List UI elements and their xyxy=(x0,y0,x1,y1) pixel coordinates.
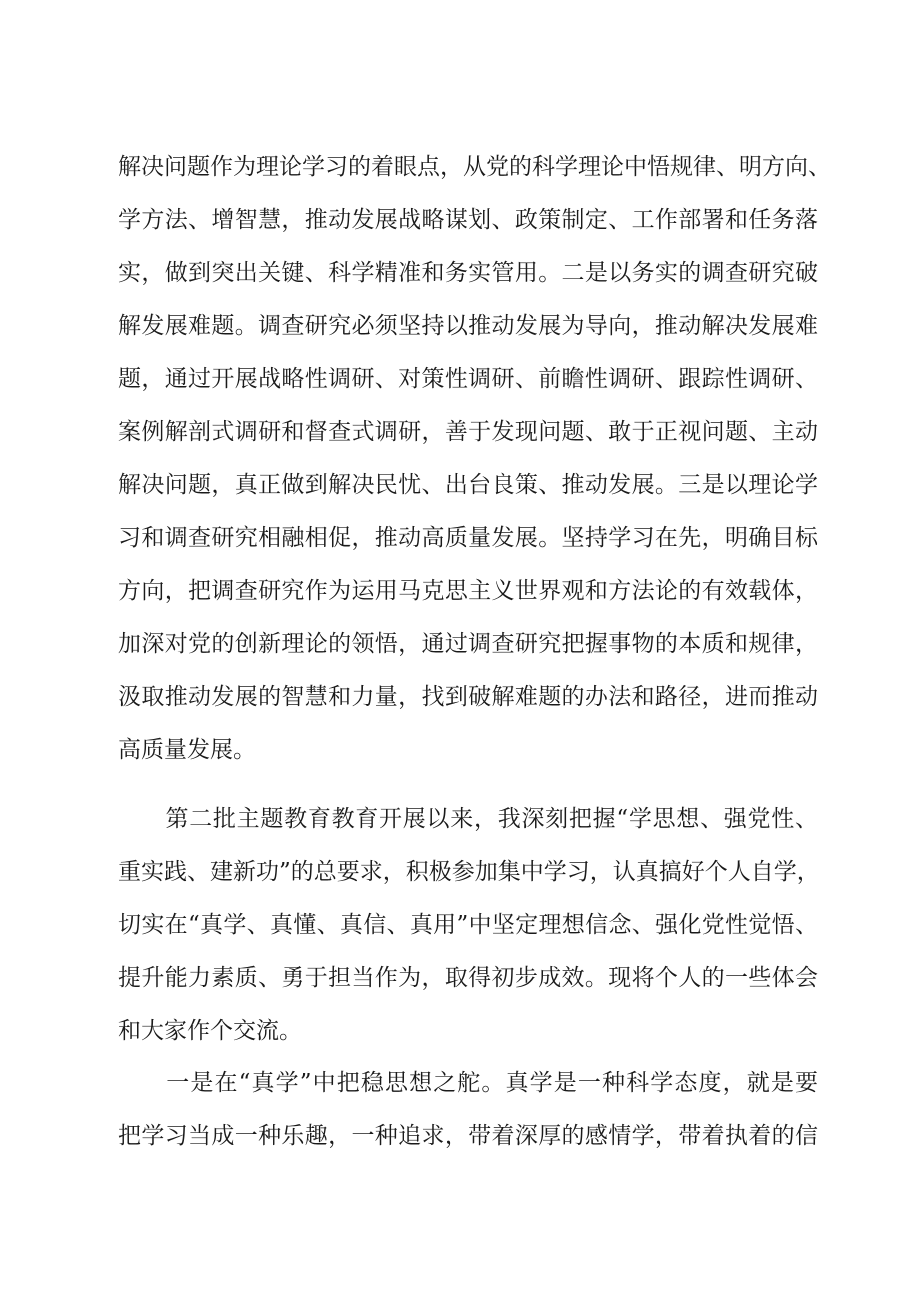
text-line: 方向，把调查研究作为运用马克思主义世界观和方法论的有效载体， xyxy=(118,578,818,604)
text-line: 解决问题作为理论学习的着眼点，从党的科学理论中悟规律、明方向、 xyxy=(118,154,831,180)
text-line: 学方法、增智慧，推动发展战略谋划、政策制定、工作部署和任务落 xyxy=(118,207,818,233)
text-line: 把学习当成一种乐趣，一种追求，带着深厚的感情学，带着执着的信 xyxy=(118,1123,818,1149)
text-line: 一是在“真学”中把稳思想之舵。真学是一种科学态度，就是要 xyxy=(118,1070,818,1096)
text-line: 和大家作个交流。 xyxy=(118,1018,302,1044)
text-line: 提升能力素质、勇于担当作为，取得初步成效。现将个人的一些体会 xyxy=(118,965,818,991)
text-line: 案例解剖式调研和督查式调研，善于发现问题、敢于正视问题、主动 xyxy=(118,419,818,445)
text-line: 解决问题，真正做到解决民忧、出台良策、推动发展。三是以理论学 xyxy=(118,472,818,498)
text-line: 第二批主题教育教育开展以来，我深刻把握“学思想、强党性、 xyxy=(118,806,818,832)
paragraph-education-overview xyxy=(118,793,818,1058)
text-line: 题，通过开展战略性调研、对策性调研、前瞻性调研、跟踪性调研、 xyxy=(118,366,818,392)
text-line: 实，做到突出关键、科学精准和务实管用。二是以务实的调查研究破 xyxy=(118,260,818,286)
text-line: 汲取推动发展的智慧和力量，找到破解难题的办法和路径，进而推动 xyxy=(118,684,818,710)
text-line: 重实践、建新功”的总要求，积极参加集中学习，认真搞好个人自学， xyxy=(118,859,820,885)
paragraph-true-learning xyxy=(118,1057,818,1163)
paragraph-theory-and-research xyxy=(118,141,831,777)
text-line: 解发展难题。调查研究必须坚持以推动发展为导向，推动解决发展难 xyxy=(118,313,818,339)
text-line: 切实在“真学、真懂、真信、真用”中坚定理想信念、强化党性觉悟、 xyxy=(118,912,818,938)
text-line: 高质量发展。 xyxy=(118,737,256,763)
text-line: 习和调查研究相融相促，推动高质量发展。坚持学习在先，明确目标 xyxy=(118,525,818,551)
text-line: 加深对党的创新理论的领悟，通过调查研究把握事物的本质和规律， xyxy=(118,631,818,657)
